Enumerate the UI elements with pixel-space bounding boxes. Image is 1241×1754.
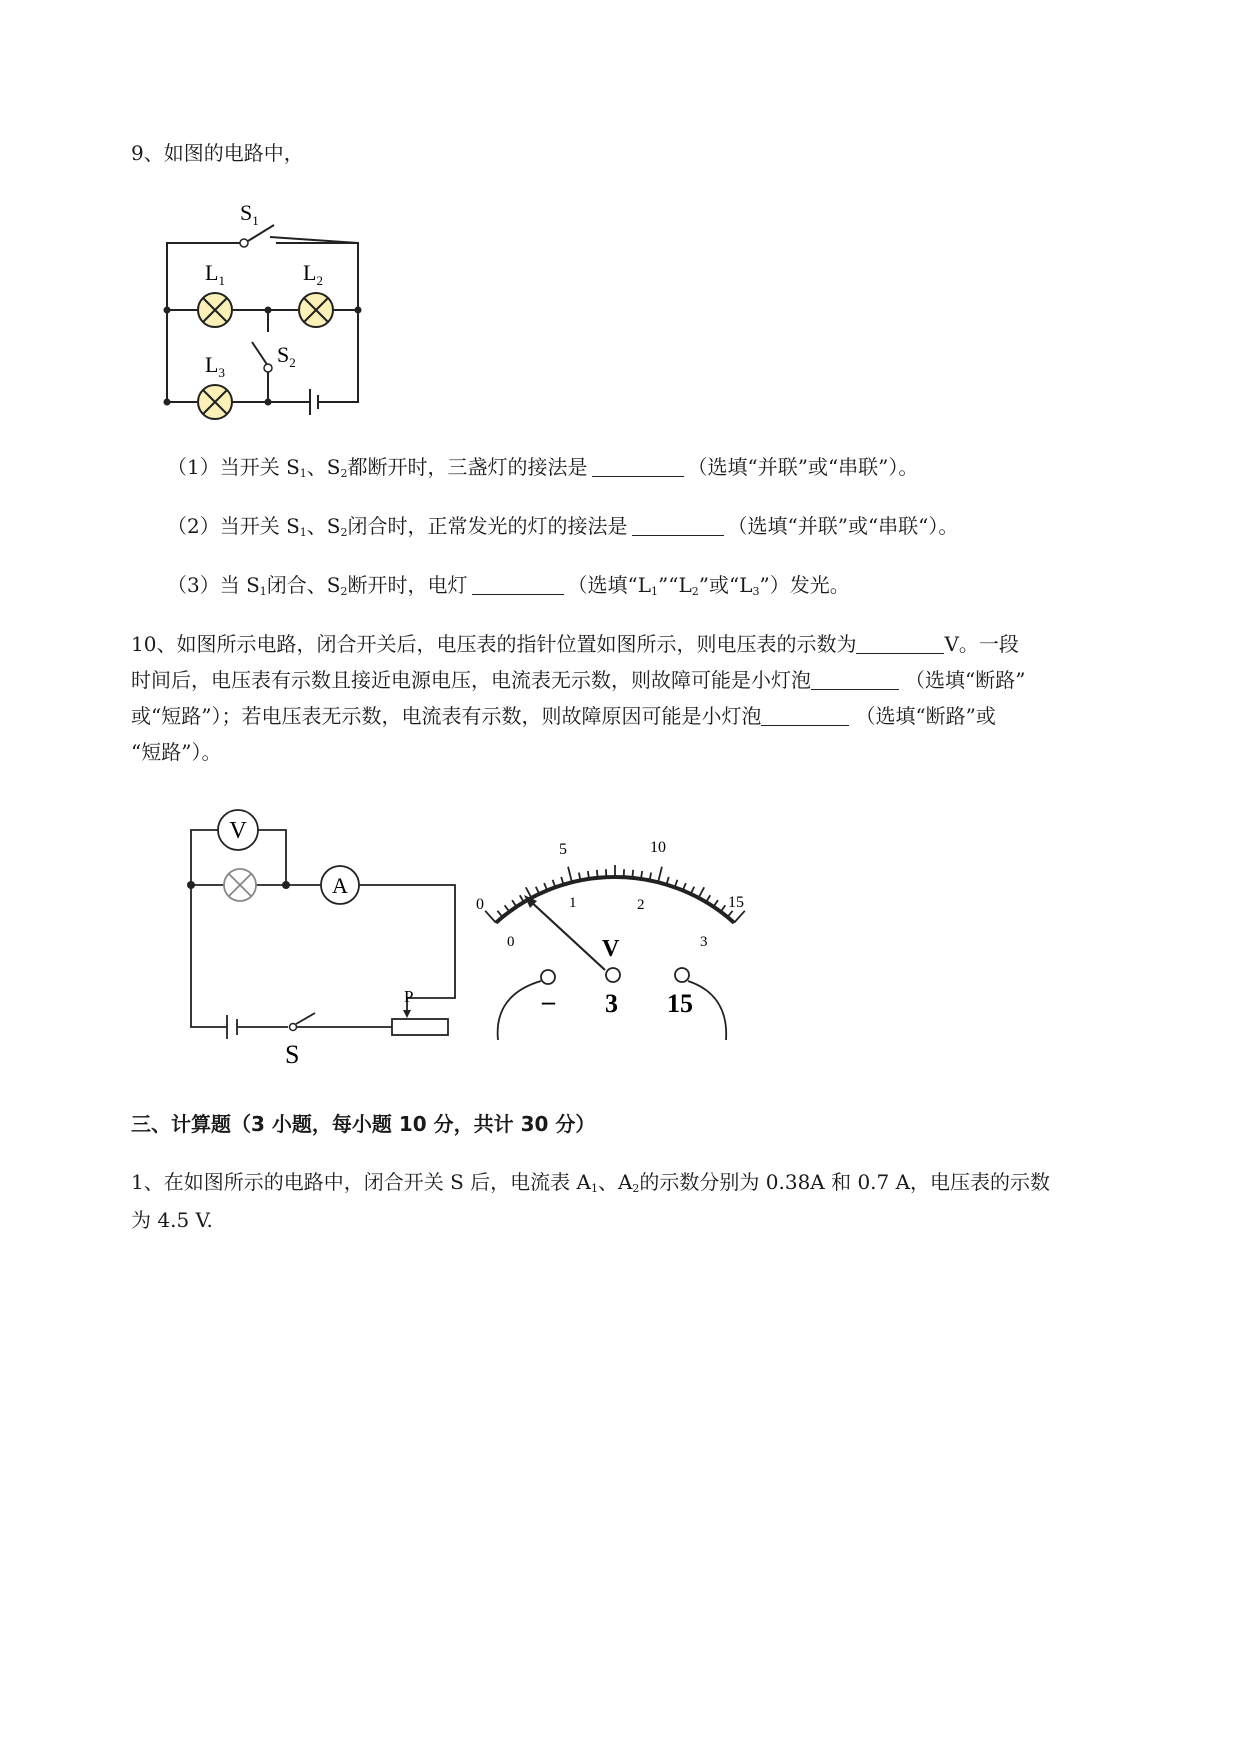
voltmeter-icon [218, 810, 258, 850]
terminal-minus [541, 970, 555, 984]
label-l1: $L_1$ [205, 260, 225, 288]
answer-blank[interactable] [632, 515, 724, 536]
ammeter-icon [321, 866, 359, 904]
answer-blank[interactable] [592, 456, 684, 477]
meter-tick [734, 911, 745, 923]
top-scale-0: 0 [476, 896, 484, 913]
calc1-line2: 为 4.5 V. [131, 1208, 213, 1232]
pointer-needle [528, 899, 605, 970]
lamp-l1-icon [198, 293, 232, 327]
answer-blank[interactable] [761, 705, 849, 726]
q9-part1: （1）当开关 $S_1$、$S_2$都断开时，三盏灯的接法是 （选填“并联”或“串联”）。 [167, 455, 919, 480]
answer-blank[interactable] [811, 669, 899, 690]
label-p: P [404, 987, 414, 1006]
meter-tick [658, 867, 662, 883]
terminal-3 [606, 968, 620, 982]
top-scale-10: 10 [650, 839, 666, 856]
q9-circuit-diagram [150, 192, 410, 442]
top-scale-5: 5 [559, 841, 567, 858]
q10-line3: 或“短路”）；若电压表无示数，电流表有示数，则故障原因可能是小灯泡 （选填“断路”或 [131, 704, 996, 728]
bottom-scale-0: 0 [507, 934, 515, 950]
bottom-scale-3: 3 [700, 934, 708, 950]
q9-title: 9、如图的电路中， [131, 141, 304, 165]
top-scale-15: 15 [728, 894, 744, 911]
answer-blank[interactable] [472, 574, 564, 595]
terminal-3-label: 3 [605, 989, 618, 1018]
q10-line4: “短路”）。 [131, 740, 222, 764]
svg-text:V: V [229, 818, 247, 844]
q10-line1: 10、如图所示电路，闭合开关后，电压表的指针位置如图所示，则电压表的示数为 V。一段 [131, 632, 1019, 656]
svg-text:A: A [332, 873, 348, 898]
terminal-minus-label: – [542, 987, 555, 1016]
label-s: S [285, 1040, 300, 1069]
q10-circuit-diagram [175, 805, 465, 1075]
q10-line2: 时间后，电压表有示数且接近电源电压，电流表无示数，则故障可能是小灯泡 （选填“断路” [131, 668, 1026, 692]
voltmeter-dial-diagram [470, 825, 760, 1070]
meter-tick [485, 911, 496, 923]
section-3-title: 三、计算题（3 小题，每小题 10 分，共计 30 分） [131, 1112, 596, 1136]
lamp-l3-icon [198, 385, 232, 419]
meter-v-label: V [602, 936, 620, 962]
bottom-scale-1: 1 [569, 895, 577, 911]
label-s2: $S_2$ [277, 342, 296, 370]
bottom-scale-2: 2 [637, 897, 645, 913]
lamp-icon [224, 869, 256, 901]
answer-blank[interactable] [856, 633, 944, 654]
lamp-l2-icon [299, 293, 333, 327]
calc1-line1: 1、在如图所示的电路中，闭合开关 S 后，电流表 $A_1$、$A_2$的示数分别为 0.38A 和 0.7 A，电压表的示数 [131, 1170, 1051, 1195]
terminal-15-label: 15 [667, 989, 693, 1018]
label-l2: $L_2$ [303, 260, 323, 288]
terminal-15 [675, 968, 689, 982]
meter-tick [568, 867, 572, 883]
label-l3: $L_3$ [205, 352, 225, 380]
label-s1: $S_1$ [240, 200, 259, 228]
q9-part2: （2）当开关 $S_1$、$S_2$闭合时，正常发光的灯的接法是 （选填“并联”或“串联“）。 [167, 514, 959, 539]
q9-part3: （3）当 $S_1$闭合、$S_2$断开时，电灯 （选填“$L_1”“L_2$”或“$L_3$”）发光。 [167, 573, 850, 598]
